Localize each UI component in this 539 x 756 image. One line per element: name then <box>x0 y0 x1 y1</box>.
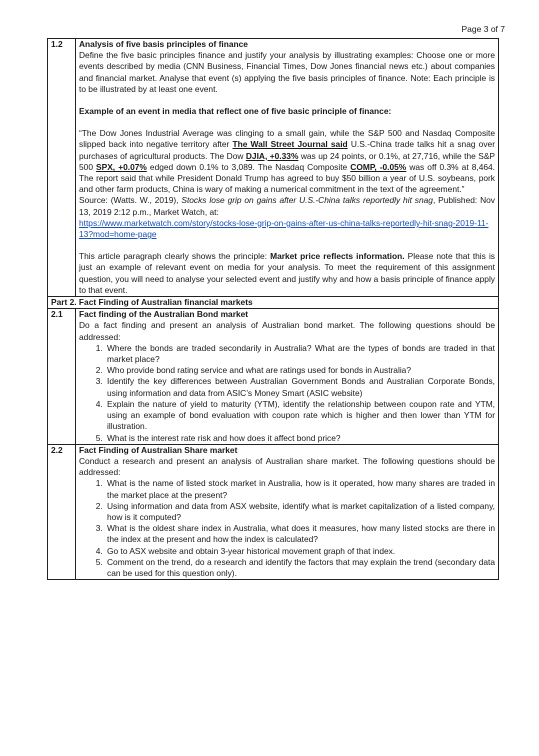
source-url-link[interactable]: https://www.marketwatch.com/story/stocks-lose-grip-on-gains-after-us-china-talks-reportedly-hit-snag-2019-11-13?mod=home-page <box>79 217 489 240</box>
list-item: 3. Identify the key differences between Australian Government Bonds and Australian Corporate Bonds, using information and data from ASIC’s Money Smart (ASIC website) <box>105 376 495 398</box>
section-2-2-content <box>76 444 499 579</box>
part-2-row <box>48 297 499 309</box>
section-heading: Fact Finding of Australian Share market <box>79 444 238 455</box>
section-intro: Define the five basic principles finance and justify your analysis by illustrating examples: Choose one or more events described by media (CNN Business, Financial Times, Dow Jones financial news etc.) about companies and financial market. Analyse that event (s) applying the five basis principles of finance. Note: Each principle is to be illustrated by at least one event. <box>79 50 495 94</box>
section-number: 2.1 <box>48 309 76 444</box>
example-heading: Example of an event in media that reflect one of five basic principle of finance: <box>79 106 392 117</box>
source-citation: Source: (Watts. W., 2019), Stocks lose grip on gains after U.S.-China talks reportedly hit snag, Published: Nov 13, 2019 2:12 p.m., Market Watch, at: <box>79 195 495 217</box>
djia-ticker-link[interactable]: DJIA, +0.33% <box>245 150 299 161</box>
source-title: Stocks lose grip on gains after U.S.-China talks reportedly hit snag <box>181 195 433 206</box>
list-item: 5. Comment on the trend, do a research and identify the factors that may explain the trend (secondary data can be used for this question only). <box>105 557 495 579</box>
part-2-heading: Part 2. Fact Finding of Australian financial markets <box>48 297 499 309</box>
comp-ticker-link[interactable]: COMP, -0.05% <box>350 161 407 172</box>
page-number: Page 3 of 7 <box>461 24 505 34</box>
principle-paragraph: This article paragraph clearly shows the principle: Market price reflects information. Please note that this is just an example of relevant event on media for your analysis. To meet the requirement of this assignment question, you will need to analyse your selected event and justify why and how a basis principle of finance apply to that event. <box>79 251 495 295</box>
list-item: 3. What is the oldest share index in Australia, what does it measures, how many listed stocks are there in the index at the present and how the index is calculated? <box>105 523 495 545</box>
assignment-table <box>47 38 499 580</box>
list-item: 1. Where the bonds are traded secondarily in Australia? What are the types of bonds are traded in that market place? <box>105 343 495 365</box>
principle-highlight: Market price reflects information. <box>270 251 405 262</box>
section-intro: Do a fact finding and present an analysis of Australian bond market. The following questions should be addressed: <box>79 320 495 342</box>
section-2-1-content <box>76 309 499 444</box>
section-intro: Conduct a research and present an analysis of Australian share market. The following questions should be addressed: <box>79 455 495 478</box>
list-item: 4. Go to ASX website and obtain 3-year historical movement graph of that index. <box>105 546 495 557</box>
news-quote: “The Dow Jones Industrial Average was clinging to a small gain, while the S&P 500 and Nasdaq Composite slipped back into negative territory after The Wall Street Journal said U.S.-China trade talks hit a snag over purchases of agricultural products. The Dow DJIA, +0.33% was up 24 points, or 0.1%, at 27,716, while the S&P 500 SPX, +0.07% edged down 0.1% to 3,089. The Nasdaq Composite COMP, -0.05% was off 0.3% at 8,464. The report said that while President Donald Trump has agreed to buy $50 billion a year of U.S. soybeans, pork and other farm products, China is wary of making a numerical commitment in the text of the agreement.” <box>79 128 496 195</box>
section-number: 1.2 <box>48 39 76 297</box>
section-2-2-row <box>48 444 499 579</box>
list-item: 5. What is the interest rate risk and how does it affect bond price? <box>105 433 495 444</box>
question-list <box>79 478 495 579</box>
spx-ticker-link[interactable]: SPX, +0.07% <box>96 161 147 172</box>
list-item: 2. Who provide bond rating service and what are ratings used for bonds in Australia? <box>105 365 495 376</box>
list-item: 1. What is the name of listed stock market in Australia, how is it operated, how many shares are traded in the market place at the present? <box>105 478 495 500</box>
list-item: 4. Explain the nature of yield to maturity (YTM), identify the relationship between coupon rate and YTM, using an example of bond evaluation with coupon rate which is higher and then lower than YTM for illustration. <box>105 399 495 433</box>
section-heading: Fact finding of the Australian Bond market <box>79 309 249 320</box>
question-list <box>79 343 495 444</box>
section-1-2-content <box>76 39 499 297</box>
wsj-link[interactable]: The Wall Street Journal said <box>232 139 348 150</box>
section-1-2-row <box>48 39 499 297</box>
section-heading: Analysis of five basis principles of finance <box>79 39 248 49</box>
section-number: 2.2 <box>48 444 76 579</box>
section-2-1-row <box>48 309 499 444</box>
list-item: 2. Using information and data from ASX website, identify what is market capitalization of a listed company, how is it computed? <box>105 501 495 523</box>
